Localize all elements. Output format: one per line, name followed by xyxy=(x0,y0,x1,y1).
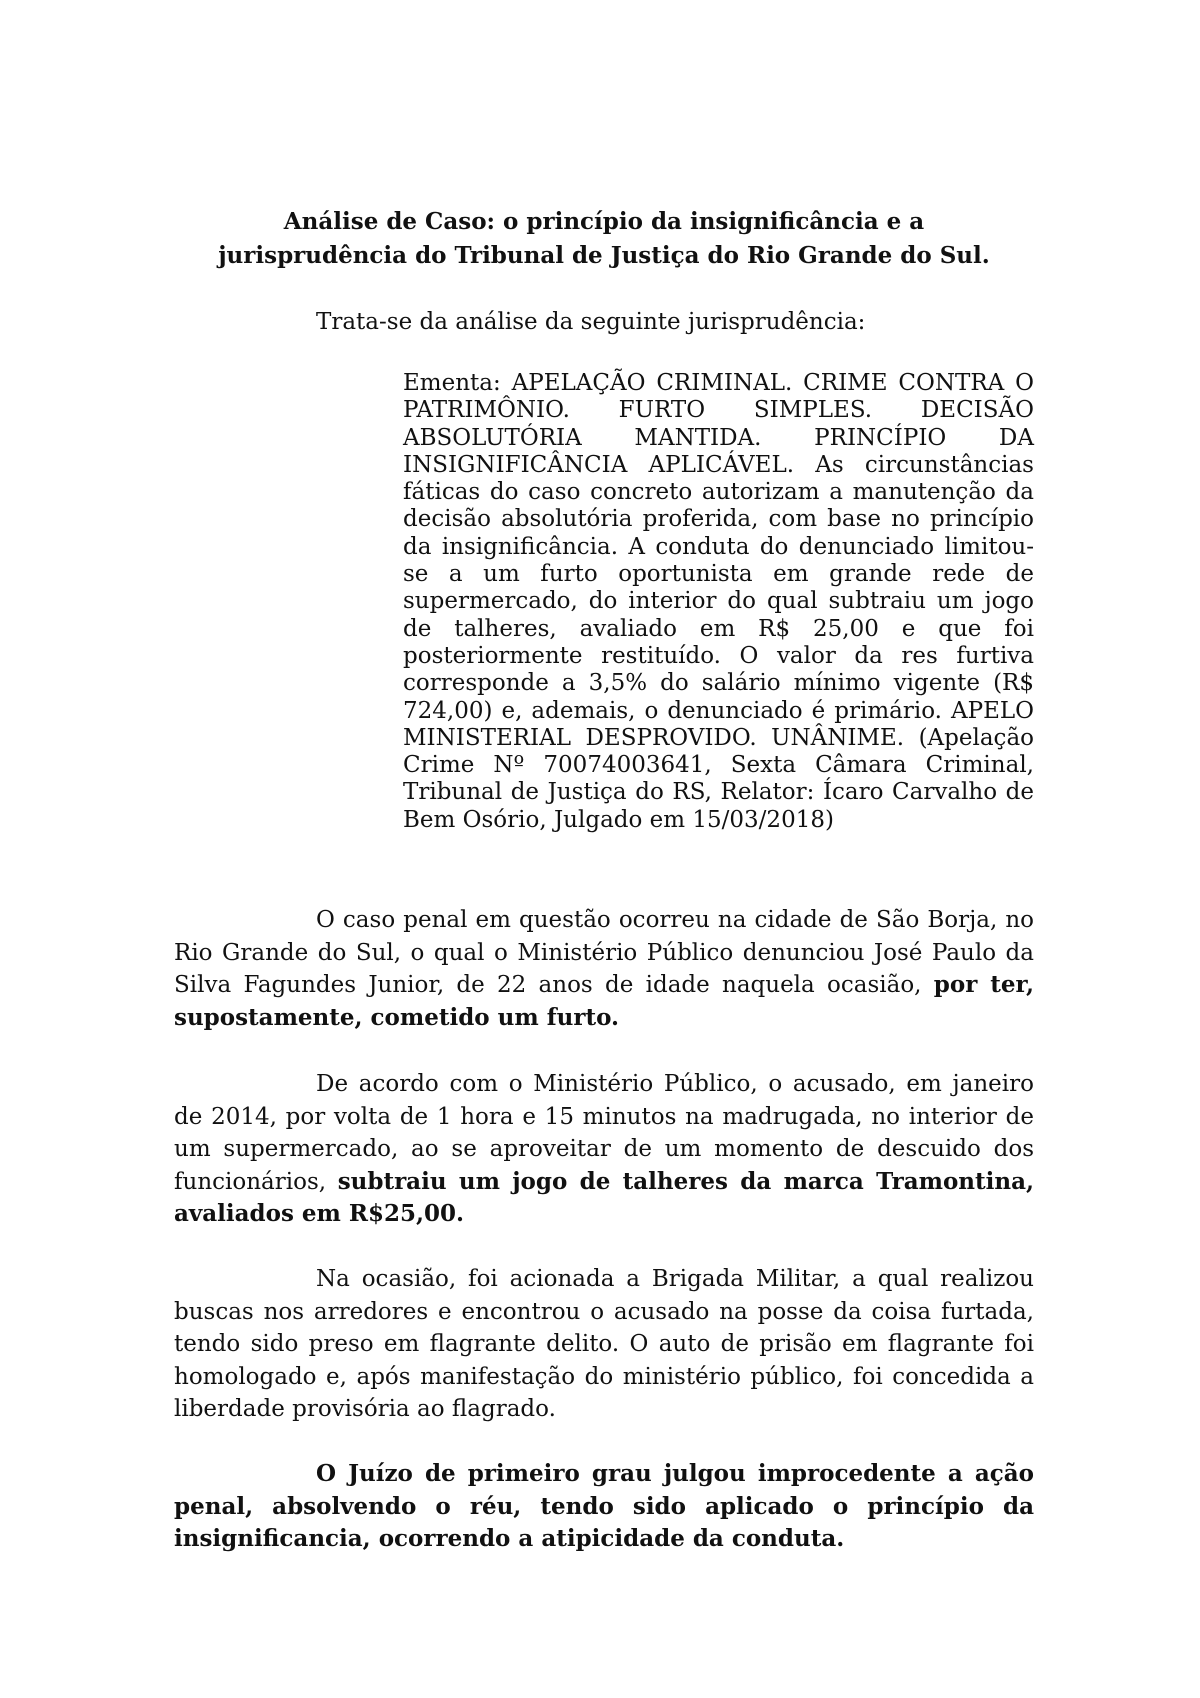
paragraph-text: De acordo com o Ministério Público, o acusado, em janeiro de 2014, por volta de 1 hora e 15 minutos na madrugada, no interior de um supermercado, ao se aproveitar de um momento de descuido dos funcionários, xyxy=(174,1071,1034,1195)
title-line-2: jurisprudência do Tribunal de Justiça do Rio Grande do Sul. xyxy=(218,242,990,269)
intro-paragraph: Trata-se da análise da seguinte jurisprudência: xyxy=(316,309,866,335)
title-line-1: Análise de Caso: o princípio da insignificância e a xyxy=(283,208,925,235)
paragraph-arrest: Na ocasião, foi acionada a Brigada Militar, a qual realizou buscas nos arredores e encontrou o acusado na posse da coisa furtada, tendo sido preso em flagrante delito. O auto de prisão em flagrante foi homologado e, após manifestação do ministério público, foi concedida a liberdade provisória ao flagrado. xyxy=(174,1266,1034,1422)
ementa-quote: Ementa: APELAÇÃO CRIMINAL. CRIME CONTRA O PATRIMÔNIO. FURTO SIMPLES. DECISÃO ABSOLUTÓRIA MANTIDA. PRINCÍPIO DA INSIGNIFICÂNCIA APLICÁVEL. As circunstâncias fáticas do caso concreto autorizam a manutenção da decisão absolutória proferida, com base no princípio da insignificância. A conduta do denunciado limitou-se a um furto oportunista em grande rede de supermercado, do interior do qual subtraiu um jogo de talheres, avaliado em R$ 25,00 e que foi posteriormente restituído. O valor da res furtiva corresponde a 3,5% do salário mínimo vigente (R$ 724,00) e, ademais, o denunciado é primário. APELO MINISTERIAL DESPROVIDO. UNÂNIME. (Apelação Crime Nº 70074003641, Sexta Câmara Criminal, Tribunal de Justiça do RS, Relator: Ícaro Carvalho de Bem Osório, Julgado em 15/03/2018) xyxy=(403,370,1034,833)
paragraph-judgment: O Juízo de primeiro grau julgou improcedente a ação penal, absolvendo o réu, tendo sido aplicado o princípio da insignificancia, ocorrendo a atipicidade da conduta. xyxy=(174,1460,1034,1552)
paragraph-bold-text: subtraiu um jogo de talheres da marca Tramontina, avaliados em R$25,00. xyxy=(174,1167,1034,1227)
document-title xyxy=(174,205,1034,273)
paragraph-text: O caso penal em questão ocorreu na cidade de São Borja, no Rio Grande do Sul, o qual o Ministério Público denunciou José Paulo da Silva Fagundes Junior, de 22 anos de idade naquela ocasião, xyxy=(174,907,1034,998)
paragraph-accusation xyxy=(174,1068,1034,1231)
paragraph-bold-text: por ter, supostamente, cometido um furto. xyxy=(174,971,1034,1031)
paragraph-case-location xyxy=(174,904,1034,1034)
